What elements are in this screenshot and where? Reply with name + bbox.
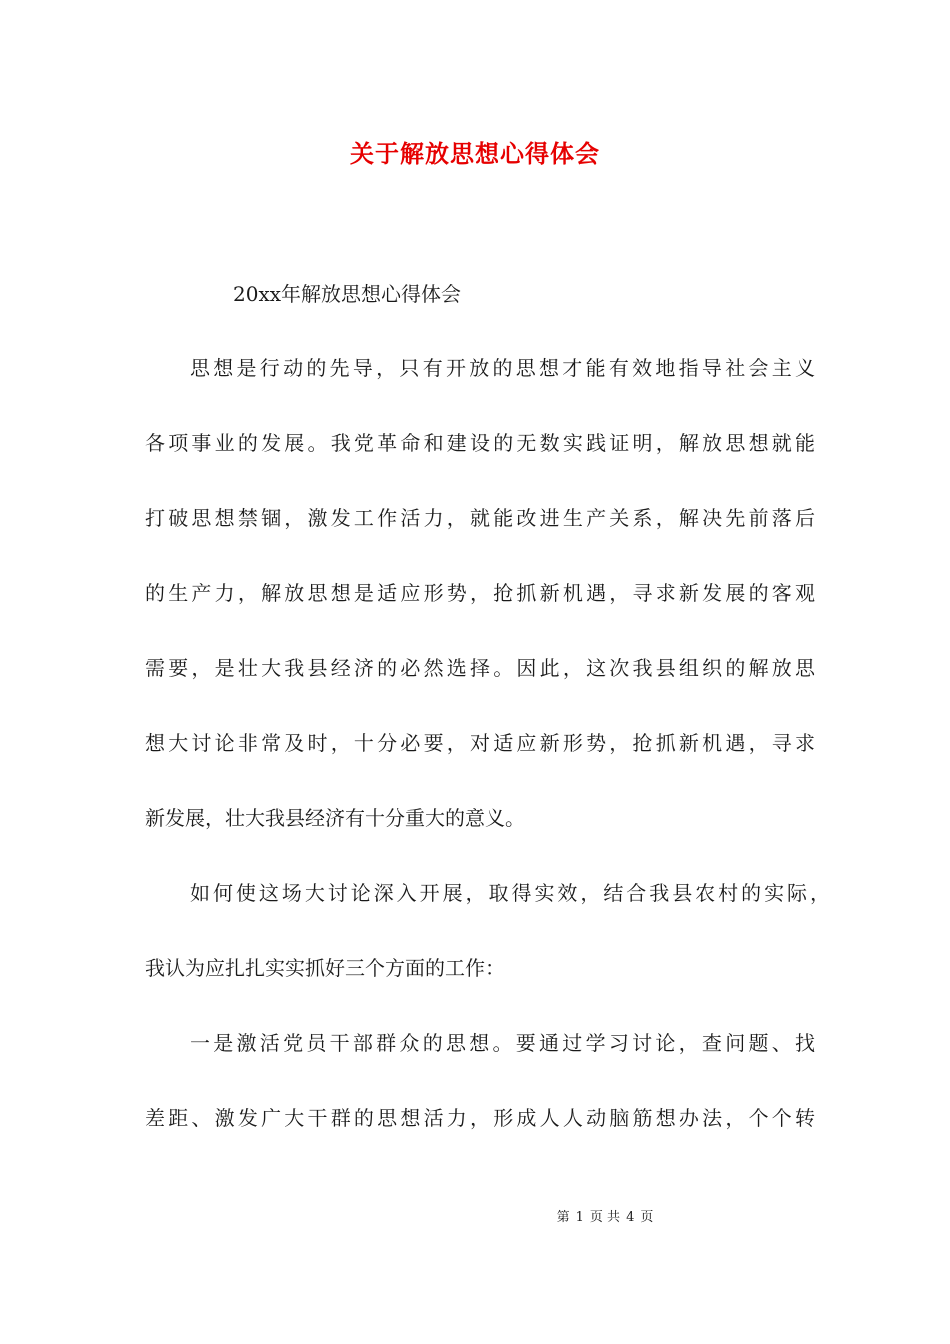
paragraph-1-line-6: 想大讨论非常及时，十分必要，对适应新形势，抢抓新机遇，寻求: [145, 731, 815, 755]
paragraph-1-line-3: 打破思想禁锢，激发工作活力，就能改进生产关系，解决先前落后: [145, 506, 815, 530]
paragraph-1-line-2: 各项事业的发展。我党革命和建设的无数实践证明，解放思想就能: [145, 431, 815, 455]
footer-suffix: 页: [640, 1210, 654, 1225]
footer-prefix: 第: [556, 1210, 570, 1225]
footer-mid: 页 共: [589, 1210, 621, 1225]
paragraph-2-line-2: 我认为应扎扎实实抓好三个方面的工作：: [145, 956, 505, 980]
paragraph-1-line-4: 的生产力，解放思想是适应形势，抢抓新机遇，寻求新发展的客观: [145, 581, 815, 605]
document-title: 关于解放思想心得体会: [350, 139, 600, 168]
footer-page-number: 1: [575, 1210, 584, 1225]
paragraph-3-line-2: 差距、激发广大干群的思想活力，形成人人动脑筋想办法，个个转: [145, 1106, 815, 1130]
paragraph-1-line-5: 需要，是壮大我县经济的必然选择。因此，这次我县组织的解放思: [145, 656, 815, 680]
paragraph-1-line-7: 新发展，壮大我县经济有十分重大的意义。: [145, 806, 525, 830]
paragraph-2-line-1: 如何使这场大讨论深入开展，取得实效，结合我县农村的实际，: [190, 881, 830, 905]
footer-total-pages: 4: [626, 1210, 635, 1225]
paragraph-3-line-1: 一是激活党员干部群众的思想。要通过学习讨论，查问题、找: [190, 1031, 815, 1055]
document-subtitle: 20xx年解放思想心得体会: [233, 282, 462, 306]
page-footer: [0, 1208, 950, 1228]
paragraph-1-line-1: 思想是行动的先导，只有开放的思想才能有效地指导社会主义: [190, 356, 815, 380]
